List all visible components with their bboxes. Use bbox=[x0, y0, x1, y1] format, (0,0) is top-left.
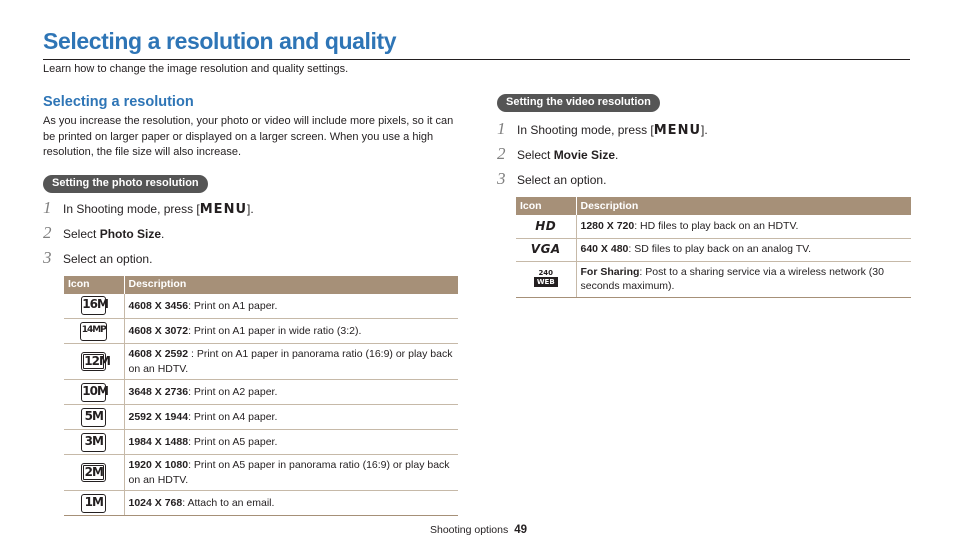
resolution-14mp-icon: 14MP bbox=[80, 322, 107, 341]
step-number: 3 bbox=[43, 247, 52, 267]
section-heading: Selecting a resolution bbox=[43, 94, 194, 110]
resolution-12m-icon: 12M bbox=[81, 352, 106, 371]
col-description: Description bbox=[124, 276, 458, 294]
video-resolution-pill: Setting the video resolution bbox=[497, 94, 660, 112]
menu-button-icon: MENU bbox=[199, 201, 248, 217]
hd-video-icon: HD bbox=[535, 218, 557, 233]
resolution-10m-icon: 10M bbox=[81, 383, 106, 402]
table-row: 16M 4608 X 3456: Print on A1 paper. bbox=[64, 294, 458, 319]
video-options-table bbox=[516, 197, 911, 298]
step-number: 3 bbox=[497, 169, 506, 188]
step-number: 2 bbox=[497, 144, 506, 163]
video-steps bbox=[497, 120, 911, 195]
step-3: 3 Select an option. bbox=[497, 169, 607, 188]
footer-section: Shooting options bbox=[430, 524, 509, 536]
table-row: 3M 1984 X 1488: Print on A5 paper. bbox=[64, 430, 458, 455]
photo-options-table bbox=[64, 276, 458, 517]
resolution-2m-icon: 2M bbox=[81, 463, 106, 482]
title-divider bbox=[43, 59, 910, 60]
resolution-5m-icon: 5M bbox=[81, 408, 106, 427]
resolution-3m-icon: 3M bbox=[81, 433, 106, 452]
col-icon: Icon bbox=[516, 197, 576, 215]
table-row: 12M 4608 X 2592 : Print on A1 paper in panorama ratio (16:9) or play back on an HDTV. bbox=[64, 344, 458, 380]
photo-resolution-section bbox=[43, 94, 458, 516]
step-number: 1 bbox=[497, 119, 506, 138]
table-row: VGA 640 X 480: SD files to play back on an analog TV. bbox=[516, 238, 911, 261]
col-icon: Icon bbox=[64, 276, 124, 294]
intro-text: Learn how to change the image resolution and quality settings. bbox=[43, 63, 349, 75]
step-1: 1 In Shooting mode, press [MENU]. bbox=[43, 197, 254, 217]
resolution-1m-icon: 1M bbox=[81, 494, 106, 513]
step-2: 2 Select Movie Size. bbox=[497, 144, 619, 163]
page-title: Selecting a resolution and quality bbox=[43, 28, 397, 54]
table-row: 5M 2592 X 1944: Print on A4 paper. bbox=[64, 405, 458, 430]
menu-button-icon: MENU bbox=[653, 123, 702, 138]
video-resolution-section bbox=[497, 92, 911, 298]
vga-video-icon: VGA bbox=[530, 241, 561, 256]
table-row: HD 1280 X 720: HD files to play back on an HDTV. bbox=[516, 215, 911, 238]
step-1: 1 In Shooting mode, press [MENU]. bbox=[497, 119, 708, 138]
web-sharing-icon: 240 WEB bbox=[534, 269, 558, 287]
page-number: 49 bbox=[514, 524, 528, 536]
table-row: 10M 3648 X 2736: Print on A2 paper. bbox=[64, 380, 458, 405]
step-3: 3 Select an option. bbox=[43, 247, 153, 267]
step-number: 2 bbox=[43, 222, 52, 242]
table-row: 2M 1920 X 1080: Print on A5 paper in panorama ratio (16:9) or play back on an HDTV. bbox=[64, 455, 458, 491]
step-number: 1 bbox=[43, 197, 52, 217]
section-paragraph: As you increase the resolution, your photo or video will include more pixels, so it can be printed on larger paper or displayed on a larger screen. When you use a high resolution, the file size will also increase. bbox=[43, 115, 454, 158]
col-description: Description bbox=[576, 197, 911, 215]
table-row: 240 WEB For Sharing: Post to a sharing service via a wireless network (30 seconds maximum). bbox=[516, 261, 911, 297]
table-row: 1M 1024 X 768: Attach to an email. bbox=[64, 491, 458, 516]
resolution-16m-icon: 16M bbox=[81, 296, 106, 315]
photo-resolution-pill: Setting the photo resolution bbox=[43, 175, 208, 193]
page-footer bbox=[430, 524, 527, 536]
photo-steps bbox=[43, 199, 458, 274]
step-2: 2 Select Photo Size. bbox=[43, 222, 165, 242]
table-row: 14MP 4608 X 3072: Print on A1 paper in wide ratio (3:2). bbox=[64, 319, 458, 344]
